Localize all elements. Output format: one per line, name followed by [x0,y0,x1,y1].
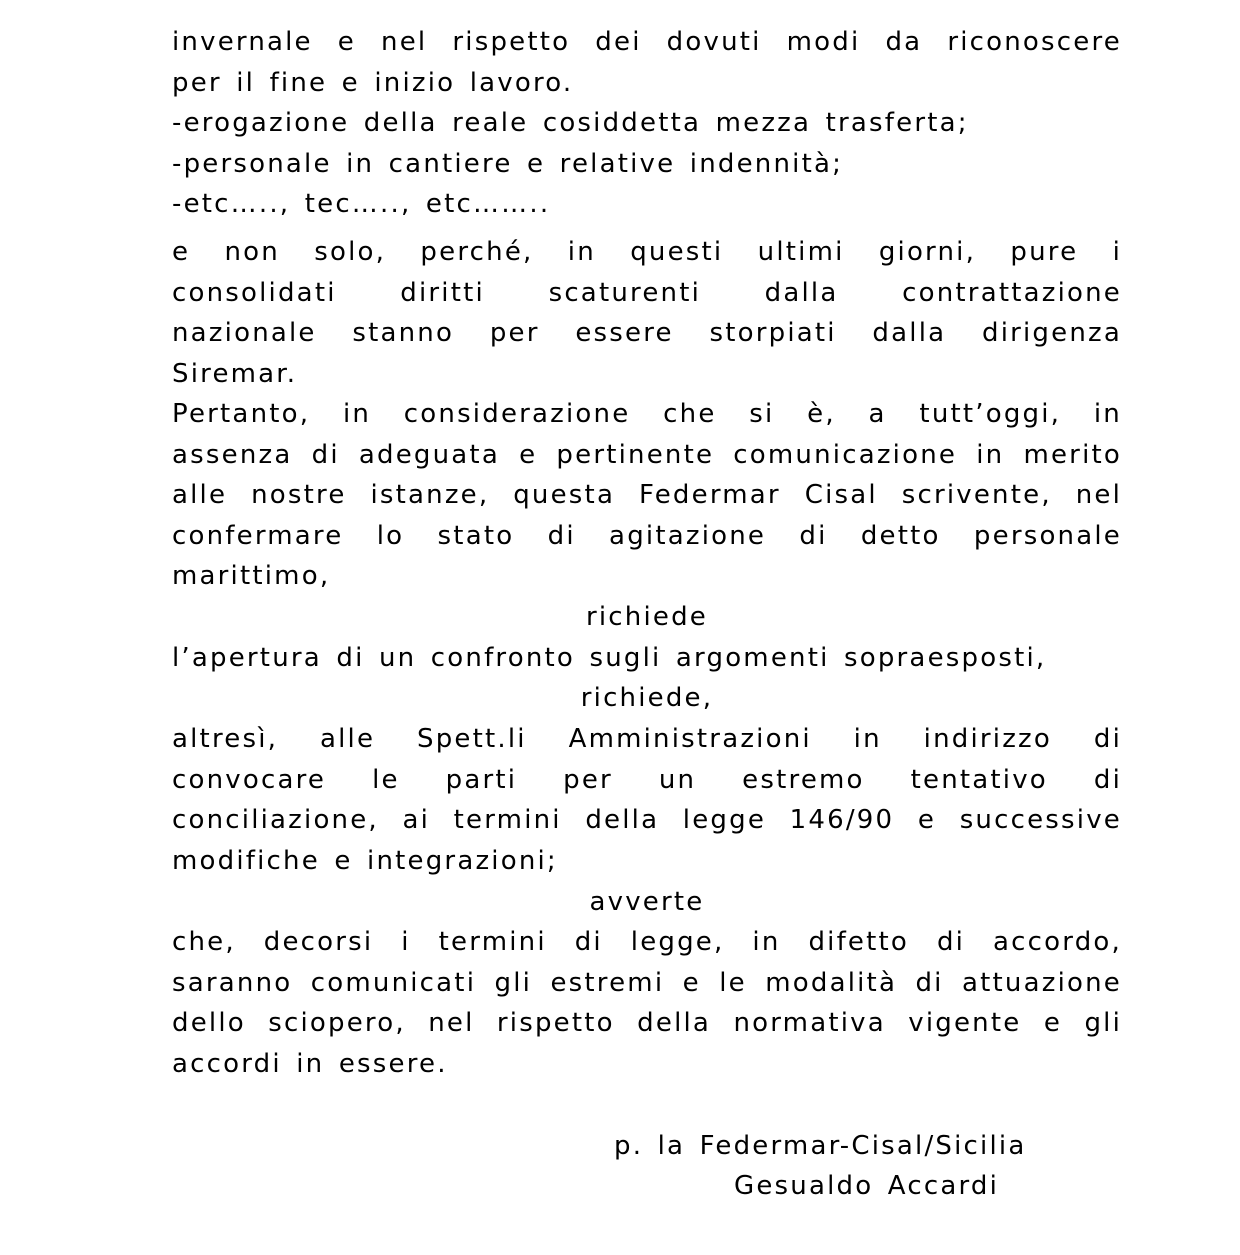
paragraph-line: convocare le parti per un estremo tentativo di [172,764,1122,795]
intro-line: per il fine e inizio lavoro. [172,67,574,98]
intro-line: invernale e nel rispetto dei dovuti modi da riconoscere [172,27,1122,57]
paragraph-4 [172,922,1122,1084]
paragraph-line: consolidati diritti scaturenti dalla contrattazione [172,277,1122,308]
paragraph-3 [172,719,1122,881]
bullet-item: -etc….., tec….., etc…….. [172,189,551,219]
paragraph-line: modifiche e integrazioni; [172,845,558,876]
request-line: l’apertura di un confronto sugli argomenti sopraesposti, [172,642,1047,673]
heading-richiede: richiede [585,602,708,632]
intro-block [172,22,1122,225]
paragraph-line: confermare lo stato di agitazione di detto personale [172,520,1122,551]
paragraph-line: saranno comunicati gli estremi e le modalità di attuazione [172,967,1122,998]
signature-organization: p. la Federmar-Cisal/Sicilia [614,1131,1027,1161]
paragraph-line: altresì, alle Spett.li Amministrazioni in indirizzo di [172,724,1122,754]
paragraph-line: che, decorsi i termini di legge, in difetto di accordo, [172,927,1122,957]
heading-avverte: avverte [589,887,705,917]
paragraph-line: assenza di adeguata e pertinente comunicazione in merito [172,439,1122,470]
paragraph-line: alle nostre istanze, questa Federmar Cisal scrivente, nel [172,480,1122,510]
paragraph-line: e non solo, perché, in questi ultimi giorni, pure i [172,237,1122,267]
heading-richiede-altresi: richiede, [580,683,714,713]
avverte-block [172,882,1122,923]
paragraph-1 [172,232,1122,394]
paragraph-line: conciliazione, ai termini della legge 146/90 e successive [172,805,1122,835]
paragraph-line: accordi in essere. [172,1048,448,1079]
paragraph-2 [172,394,1122,597]
bullet-item: -erogazione della reale cosiddetta mezza trasferta; [172,108,969,138]
paragraph-line: Siremar. [172,358,298,389]
request-block [172,597,1122,719]
paragraph-line: dello sciopero, nel rispetto della normativa vigente e gli [172,1008,1122,1038]
signature-name: Gesualdo Accardi [734,1171,1000,1201]
bullet-item: -personale in cantiere e relative indennità; [172,148,844,179]
paragraph-line: marittimo, [172,561,331,591]
signature-block [614,1126,1084,1206]
paragraph-line: Pertanto, in considerazione che si è, a tutt’oggi, in [172,399,1122,429]
paragraph-line: nazionale stanno per essere storpiati dalla dirigenza [172,318,1122,348]
